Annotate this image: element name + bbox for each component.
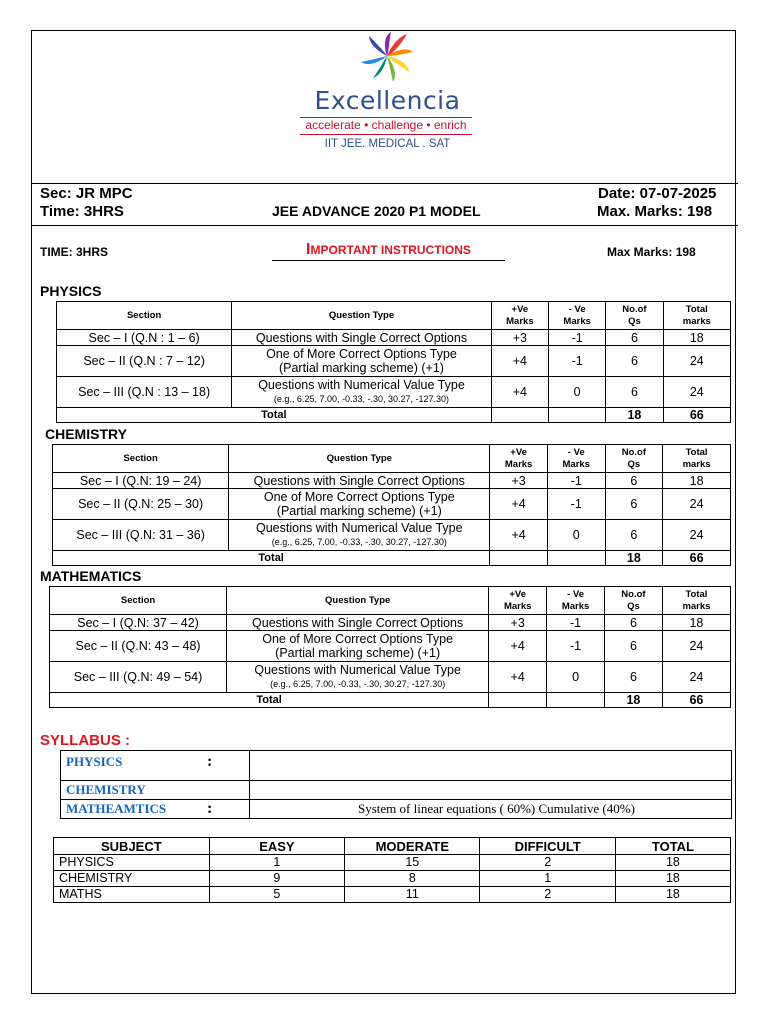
question-type-detail: (e.g., 6.25, 7.00, -0.33, -.30, 30.27, -127.30) <box>271 537 447 547</box>
question-type-cell <box>227 662 489 693</box>
count-cell: 9 <box>209 871 344 887</box>
question-type-cell <box>232 377 492 408</box>
syllabus-colon: : <box>207 753 213 770</box>
table-row <box>53 473 731 489</box>
col-header-pos: +Ve Marks <box>489 587 547 615</box>
physics-heading: PHYSICS <box>40 283 102 299</box>
neg-cell: -1 <box>547 631 605 662</box>
col-header-neg: - Ve Marks <box>547 587 605 615</box>
mathematics-marks-table <box>49 586 731 708</box>
chemistry-marks-table <box>52 444 731 566</box>
physics-marks-table <box>56 301 731 423</box>
table-row <box>53 520 731 551</box>
empty-cell <box>489 693 547 708</box>
section-cell: Sec – I (Q.N: 37 – 42) <box>50 615 227 631</box>
col-header-no: No.of Qs <box>605 587 663 615</box>
pos-cell: +4 <box>490 520 548 551</box>
empty-cell <box>547 693 605 708</box>
col-header-total: Total marks <box>663 445 731 473</box>
chemistry-heading: CHEMISTRY <box>45 426 127 442</box>
neg-cell: -1 <box>549 330 606 346</box>
table-row <box>50 615 731 631</box>
date-label: Date: 07-07-2025 <box>598 185 717 202</box>
no-cell: 6 <box>606 330 663 346</box>
difficulty-header: TOTAL <box>615 838 730 855</box>
col-header-total: Total marks <box>662 587 730 615</box>
no-cell: 6 <box>605 489 663 520</box>
section-cell: Sec – III (Q.N: 31 – 36) <box>53 520 229 551</box>
question-type-text: Questions with Numerical Value Type <box>254 663 461 677</box>
question-type-cell <box>227 631 489 662</box>
header-bottom-rule <box>32 225 738 226</box>
neg-cell: 0 <box>547 520 605 551</box>
syllabus-colon: : <box>207 800 213 817</box>
question-type-detail: (e.g., 6.25, 7.00, -0.33, -.30, 30.27, -127.30) <box>270 679 446 689</box>
count-cell: 11 <box>345 887 480 903</box>
table-row <box>54 871 731 887</box>
pos-cell: +4 <box>491 377 548 408</box>
difficulty-header: MODERATE <box>345 838 480 855</box>
instructions-title-rest: MPORTANT INSTRUCTIONS <box>310 243 471 257</box>
difficulty-header: EASY <box>209 838 344 855</box>
table-row <box>57 346 731 377</box>
model-title: JEE ADVANCE 2020 P1 MODEL <box>272 203 481 219</box>
no-cell: 6 <box>605 615 663 631</box>
table-row <box>54 855 731 871</box>
col-header-neg: - Ve Marks <box>549 302 606 330</box>
count-cell: 5 <box>209 887 344 903</box>
neg-cell: -1 <box>547 615 605 631</box>
question-type-text: Questions with Numerical Value Type <box>258 378 465 392</box>
neg-cell: 0 <box>547 662 605 693</box>
table-row <box>57 377 731 408</box>
question-type-detail: (Partial marking scheme) (+1) <box>275 646 441 660</box>
question-type-text: Questions with Single Correct Options <box>253 473 465 488</box>
question-type-text: Questions with Single Correct Options <box>255 330 468 345</box>
instructions-max-marks: Max Marks: 198 <box>607 245 696 259</box>
total-cell: 24 <box>663 520 731 551</box>
section-cell: Sec – II (Q.N: 43 – 48) <box>50 631 227 662</box>
neg-cell: -1 <box>547 489 605 520</box>
total-marks: 66 <box>663 551 731 566</box>
col-header-section: Section <box>53 445 229 473</box>
subject-cell: PHYSICS <box>54 855 210 871</box>
table-row <box>57 330 731 346</box>
total-questions: 18 <box>605 693 663 708</box>
difficulty-table <box>53 837 731 903</box>
col-header-neg: - Ve Marks <box>547 445 605 473</box>
pos-cell: +4 <box>489 662 547 693</box>
section-label: Sec: JR MPC <box>40 185 133 202</box>
syllabus-physics-value <box>250 751 732 781</box>
question-type-detail: (e.g., 6.25, 7.00, -0.33, -.30, 30.27, -127.30) <box>273 394 450 404</box>
total-cell: 18 <box>662 615 730 631</box>
question-type-cell <box>229 520 490 551</box>
total-row <box>50 693 731 708</box>
syllabus-chemistry-cell <box>61 781 250 800</box>
brand-tagline: accelerate • challenge • enrich <box>300 117 472 135</box>
col-header-qtype: Question Type <box>232 302 492 330</box>
question-type-detail: (Partial marking scheme) (+1) <box>276 504 442 518</box>
subject-cell: MATHS <box>54 887 210 903</box>
count-cell: 18 <box>615 871 730 887</box>
neg-cell: 0 <box>549 377 606 408</box>
empty-cell <box>490 551 548 566</box>
total-label: Total <box>57 408 492 423</box>
section-cell: Sec – III (Q.N: 49 – 54) <box>50 662 227 693</box>
neg-cell: -1 <box>547 473 605 489</box>
empty-cell <box>547 551 605 566</box>
neg-cell: -1 <box>549 346 606 377</box>
instructions-title <box>272 241 505 261</box>
syllabus-table <box>60 750 732 819</box>
syllabus-maths-cell <box>61 800 250 819</box>
pos-cell: +3 <box>489 615 547 631</box>
count-cell: 18 <box>615 855 730 871</box>
count-cell: 2 <box>480 887 615 903</box>
col-header-no: No.of Qs <box>605 445 663 473</box>
no-cell: 6 <box>606 346 663 377</box>
section-cell: Sec – I (Q.N: 19 – 24) <box>53 473 229 489</box>
question-type-cell <box>229 473 490 489</box>
question-type-text: One of More Correct Options Type <box>263 490 455 504</box>
no-cell: 6 <box>605 473 663 489</box>
question-type-cell <box>229 489 490 520</box>
total-cell: 24 <box>662 631 730 662</box>
mathematics-heading: MATHEMATICS <box>40 568 142 584</box>
count-cell: 1 <box>209 855 344 871</box>
count-cell: 15 <box>345 855 480 871</box>
no-cell: 6 <box>605 631 663 662</box>
pos-cell: +4 <box>489 631 547 662</box>
instructions-time: TIME: 3HRS <box>40 245 109 259</box>
empty-cell <box>491 408 548 423</box>
section-cell: Sec – II (Q.N : 7 – 12) <box>57 346 232 377</box>
empty-cell <box>549 408 606 423</box>
total-questions: 18 <box>606 408 663 423</box>
col-header-qtype: Question Type <box>229 445 490 473</box>
total-questions: 18 <box>605 551 663 566</box>
col-header-section: Section <box>50 587 227 615</box>
table-row <box>53 489 731 520</box>
table-row <box>50 631 731 662</box>
pos-cell: +3 <box>490 473 548 489</box>
question-type-text: Questions with Single Correct Options <box>252 615 464 630</box>
brand-name: Excellencia <box>314 86 461 115</box>
question-type-cell <box>227 615 489 631</box>
total-cell: 18 <box>663 330 730 346</box>
col-header-qtype: Question Type <box>227 587 489 615</box>
section-cell: Sec – III (Q.N : 13 – 18) <box>57 377 232 408</box>
pos-cell: +4 <box>491 346 548 377</box>
total-row <box>53 551 731 566</box>
difficulty-header: SUBJECT <box>54 838 210 855</box>
total-cell: 18 <box>663 473 731 489</box>
count-cell: 8 <box>345 871 480 887</box>
count-cell: 2 <box>480 855 615 871</box>
section-cell: Sec – I (Q.N : 1 – 6) <box>57 330 232 346</box>
count-cell: 18 <box>615 887 730 903</box>
col-header-pos: +Ve Marks <box>490 445 548 473</box>
max-marks-label: Max. Marks: 198 <box>597 203 713 220</box>
subject-cell: CHEMISTRY <box>54 871 210 887</box>
syllabus-heading: SYLLABUS : <box>40 732 130 749</box>
total-cell: 24 <box>663 489 731 520</box>
header-top-rule <box>32 183 738 184</box>
total-marks: 66 <box>662 693 730 708</box>
question-type-text: One of More Correct Options Type <box>262 632 454 646</box>
pos-cell: +4 <box>490 489 548 520</box>
col-header-section: Section <box>57 302 232 330</box>
syllabus-chemistry-label: CHEMISTRY <box>66 782 146 797</box>
col-header-no: No.of Qs <box>606 302 663 330</box>
syllabus-physics-label: PHYSICS <box>66 754 123 769</box>
no-cell: 6 <box>606 377 663 408</box>
total-marks: 66 <box>663 408 730 423</box>
section-cell: Sec – II (Q.N: 25 – 30) <box>53 489 229 520</box>
total-row <box>57 408 731 423</box>
table-row <box>54 887 731 903</box>
question-type-text: Questions with Numerical Value Type <box>255 521 463 535</box>
pos-cell: +3 <box>491 330 548 346</box>
syllabus-chemistry-value <box>250 781 732 800</box>
question-type-text: One of More Correct Options Type <box>266 347 457 361</box>
syllabus-maths-label: MATHEAMTICS <box>66 801 167 816</box>
count-cell: 1 <box>480 871 615 887</box>
brand-subtitle: IIT JEE. MEDICAL . SAT <box>324 138 451 150</box>
difficulty-header: DIFFICULT <box>480 838 615 855</box>
syllabus-maths-value: System of linear equations ( 60%) Cumulative (40%) <box>250 800 732 819</box>
question-type-cell <box>232 346 492 377</box>
total-cell: 24 <box>663 346 730 377</box>
no-cell: 6 <box>605 662 663 693</box>
instructions-title-initial: I <box>306 241 311 258</box>
total-cell: 24 <box>663 377 730 408</box>
table-row <box>50 662 731 693</box>
total-label: Total <box>50 693 489 708</box>
question-type-detail: (Partial marking scheme) (+1) <box>278 361 444 375</box>
no-cell: 6 <box>605 520 663 551</box>
col-header-pos: +Ve Marks <box>491 302 548 330</box>
time-label: Time: 3HRS <box>40 203 124 220</box>
total-cell: 24 <box>662 662 730 693</box>
syllabus-physics-cell <box>61 751 250 781</box>
question-type-cell <box>232 330 492 346</box>
total-label: Total <box>53 551 490 566</box>
col-header-total: Total marks <box>663 302 730 330</box>
